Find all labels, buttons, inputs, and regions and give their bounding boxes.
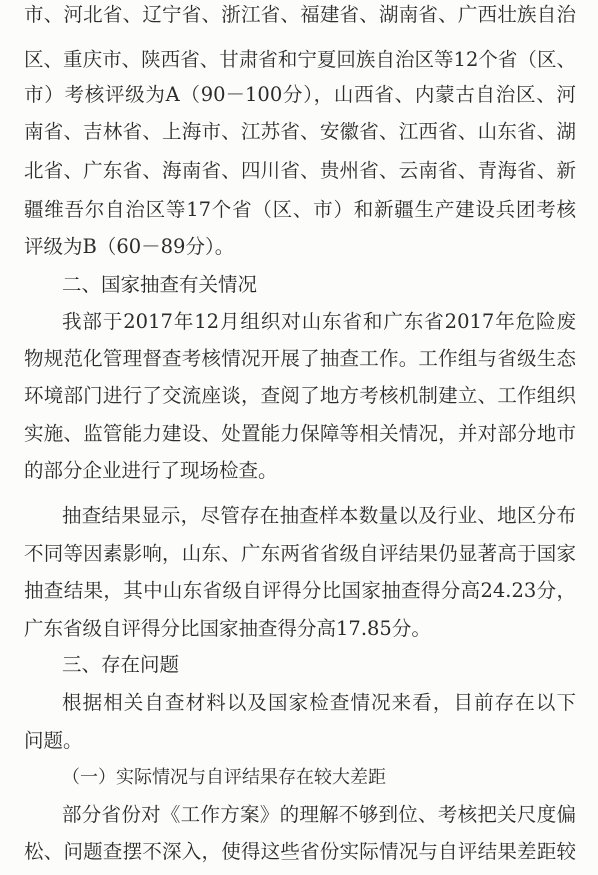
paragraph-line: 不同等因素影响，山东、广东两省省级自评结果仍显著高于国家 bbox=[24, 542, 576, 565]
paragraph-line: 抽查结果显示，尽管存在抽查样本数量以及行业、地区分布 bbox=[62, 504, 576, 527]
paragraph-line: 广东省级自评得分比国家抽查得分高17.85分。 bbox=[24, 617, 431, 640]
subsection-heading: （一）实际情况与自评结果存在较大差距 bbox=[62, 767, 386, 788]
paragraph-line: 环境部门进行了交流座谈，查阅了地方考核机制建立、工作组织 bbox=[24, 384, 576, 407]
paragraph-line: 评级为B（60－89分）。 bbox=[24, 235, 235, 258]
paragraph-line: 抽查结果，其中山东省级自评得分比国家抽查得分高24.23分， bbox=[24, 579, 576, 602]
paragraph-line: 南省、吉林省、上海市、江苏省、安徽省、江西省、山东省、湖 bbox=[24, 120, 576, 143]
paragraph-line: 市）考核评级为A（90－100分），山西省、内蒙古自治区、河 bbox=[24, 83, 576, 106]
paragraph-line: 疆维吾尔自治区等17个省（区、市）和新疆生产建设兵团考核 bbox=[24, 198, 576, 221]
paragraph-line: 我部于2017年12月组织对山东省和广东省2017年危险废 bbox=[62, 310, 576, 333]
paragraph-line: 区、重庆市、陕西省、甘肃省和宁夏回族自治区等12个省（区、 bbox=[24, 48, 576, 71]
paragraph-line: 部分省份对《工作方案》的理解不够到位、考核把关尺度偏 bbox=[62, 803, 576, 826]
section-heading: 三、存在问题 bbox=[62, 653, 180, 676]
section-heading: 二、国家抽查有关情况 bbox=[62, 273, 258, 296]
paragraph-line: 的部分企业进行了现场检查。 bbox=[24, 459, 278, 482]
paragraph-line: 实施、监管能力建设、处置能力保障等相关情况，并对部分地市 bbox=[24, 422, 576, 445]
paragraph-line: 北省、广东省、海南省、四川省、贵州省、云南省、青海省、新 bbox=[24, 159, 576, 182]
paragraph-line: 松、问题查摆不深入，使得这些省份实际情况与自评结果差距较 bbox=[24, 840, 576, 863]
paragraph-line: 物规范化管理督查考核情况开展了抽查工作。工作组与省级生态 bbox=[24, 347, 576, 370]
paragraph-line: 根据相关自查材料以及国家检查情况来看，目前存在以下 bbox=[62, 691, 576, 714]
paragraph-line: 问题。 bbox=[24, 729, 83, 752]
paragraph-line: 市、河北省、辽宁省、浙江省、福建省、湖南省、广西壮族自治 bbox=[24, 3, 576, 26]
